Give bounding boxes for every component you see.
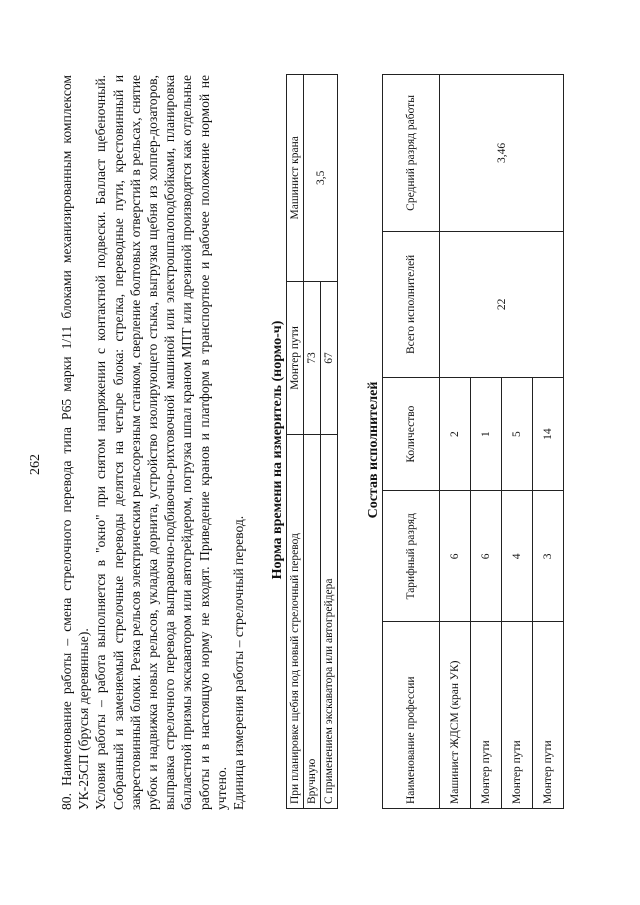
- staff-tariff: 4: [502, 491, 533, 622]
- staff-header-tariff: Тарифный разряд: [383, 491, 440, 622]
- staff-count: 1: [471, 377, 502, 491]
- staff-total-value: 22: [440, 231, 564, 377]
- norm-table-title: Норма времени на измеритель (нормо-ч): [270, 320, 285, 580]
- staff-tariff: 3: [533, 491, 564, 622]
- staff-table-title: Состав исполнителей: [366, 381, 381, 519]
- staff-profession: Монтер пути: [502, 622, 533, 809]
- staff-header-total: Всего исполнителей: [383, 231, 440, 377]
- work-conditions: Условия работы – работа выполняется в "окно" при снятом напряжении с контактной подвески. Балласт щебеночный. Собранный и заменяемый стрелочные переводы делятся на четыре блока: стрелка, переводные пути, крестовинный и закрестовинный блоки. Резка рельсов электрическим рельсорезным станком, сверление болтовых отверстий в рельсах, снятие рубок и надвижка новых рельсов, укладка дорнита, устройство изолирующего стыка, выгрузка щебня из хоппер-дозаторов, выправка стрелочного перевода выправочно-подбивочно-рихтовочной машиной или электрошпалоподбойками, планировка балластной призмы экскаватором или автогрейдером, погрузка шпал краном МПТ или дрезиной производятся как отдельные работы и в настоящую норму не входят. Приведение кранов и платформ в транспортное и рабочее положение нормой не учтено.: [93, 75, 229, 810]
- norm-row-label: С применением экскаватора или автогрейдера: [321, 435, 338, 809]
- staff-count: 2: [440, 377, 471, 491]
- norm-header-row: [287, 75, 304, 809]
- work-unit: Единица измерения работы – стрелочный перевод.: [231, 515, 247, 810]
- work-title: 80. Наименование работы – смена стрелочного перевода типа Р65 марки 1/11 блоками механизированным комплексом УК-25СП (брусья деревянные).: [59, 75, 92, 810]
- staff-profession: Монтер пути: [533, 622, 564, 809]
- table-row: [304, 75, 321, 809]
- staff-avg-value: 3,46: [440, 75, 564, 232]
- norm-header-condition: При планировке щебня под новый стрелочный перевод: [287, 435, 304, 809]
- staff-profession: Монтер пути: [471, 622, 502, 809]
- staff-count: 5: [502, 377, 533, 491]
- staff-table: [382, 74, 564, 809]
- norm-row-label: Вручную: [304, 435, 321, 809]
- staff-header-count: Количество: [383, 377, 440, 491]
- norm-crane-value: 3,5: [304, 75, 338, 282]
- staff-header-profession: Наименование профессии: [383, 622, 440, 809]
- staff-tariff: 6: [440, 491, 471, 622]
- staff-tariff: 6: [471, 491, 502, 622]
- table-row: [440, 75, 471, 809]
- page-number: 262: [28, 454, 43, 475]
- norm-row-value: 67: [321, 281, 338, 435]
- norm-header-track-fitter: Монтер пути: [287, 281, 304, 435]
- staff-count: 14: [533, 377, 564, 491]
- staff-header-avg-grade: Средний разряд работы: [383, 75, 440, 232]
- norm-table: [286, 74, 338, 809]
- norm-row-value: 73: [304, 281, 321, 435]
- staff-header-row: [383, 75, 440, 809]
- staff-profession: Машинист ЖДСМ (кран УК): [440, 622, 471, 809]
- norm-header-crane-operator: Машинист крана: [287, 75, 304, 282]
- work-description: [58, 75, 247, 810]
